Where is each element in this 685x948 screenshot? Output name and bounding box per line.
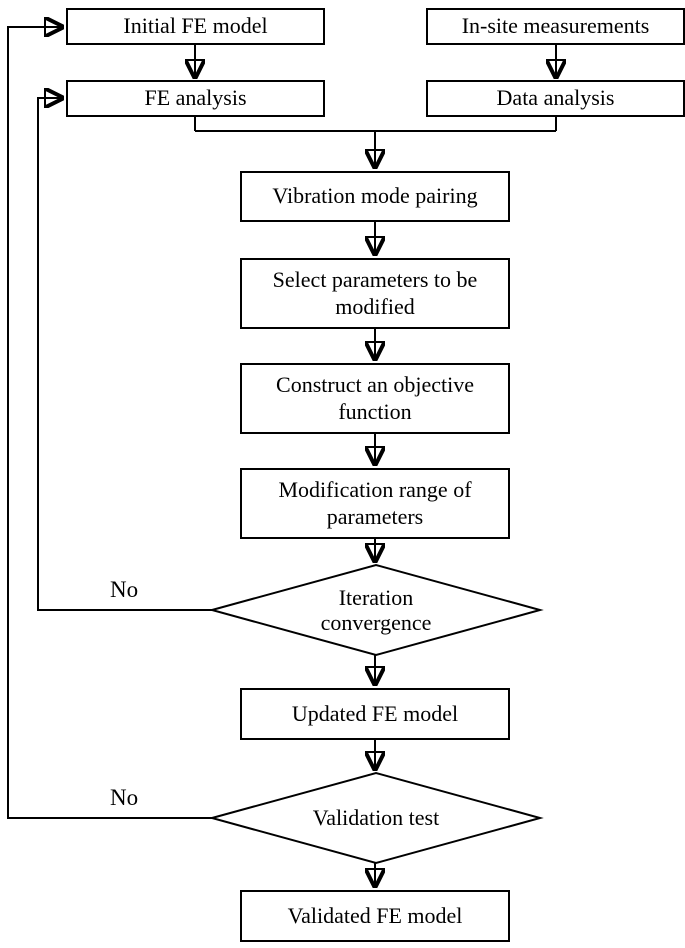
iteration-no-label: No: [110, 577, 139, 602]
node-in-site-measurements-label: In-site measurements: [461, 13, 650, 39]
node-validated-fe-model: [240, 890, 510, 942]
node-data-analysis: [426, 80, 685, 117]
node-initial-fe-model-label: Initial FE model: [123, 13, 268, 39]
validation-test-label: Validation test: [312, 805, 440, 831]
iteration-convergence-label-wrap: [291, 565, 461, 655]
node-fe-analysis-label: FE analysis: [144, 85, 247, 111]
node-updated-fe-model-label: Updated FE model: [291, 700, 459, 726]
node-updated-fe-model: [240, 688, 510, 740]
node-select-parameters: [240, 258, 510, 329]
node-construct-objective: [240, 363, 510, 434]
node-modification-range-label: Modification range of parameters: [278, 477, 472, 529]
node-fe-analysis: [66, 80, 325, 117]
validation-test-label-wrap: [276, 773, 476, 863]
node-select-parameters-label: Select parameters to be modified: [272, 267, 478, 319]
node-vibration-mode-pairing: [240, 171, 510, 222]
node-validated-fe-model-label: Validated FE model: [287, 902, 463, 928]
feedback-iteration-no-to-fe-analysis: [38, 98, 212, 610]
node-initial-fe-model: [66, 8, 325, 45]
node-modification-range: [240, 468, 510, 539]
iteration-convergence-label: Iteration convergence: [320, 584, 432, 635]
node-data-analysis-label: Data analysis: [496, 85, 615, 111]
node-construct-objective-label: Construct an objective function: [276, 372, 474, 424]
validation-no-label: No: [110, 785, 139, 810]
node-in-site-measurements: [426, 8, 685, 45]
node-vibration-mode-pairing-label: Vibration mode pairing: [272, 183, 478, 209]
